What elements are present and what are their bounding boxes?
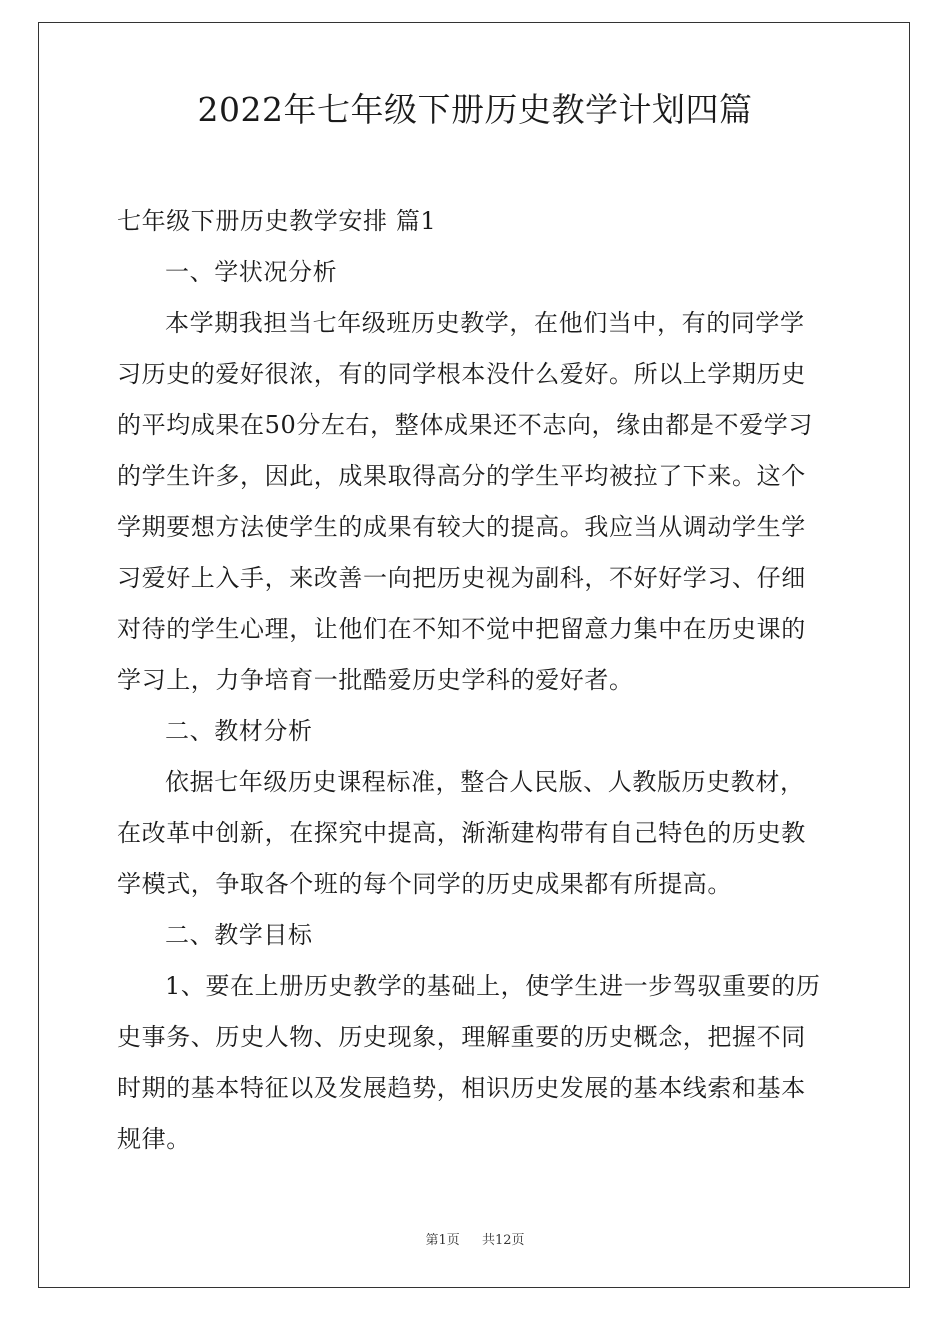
paragraph-line: 的学生许多，因此，成果取得高分的学生平均被拉了下来。这个 — [117, 462, 806, 490]
paragraph-line: 的平均成果在50分左右，整体成果还不志向，缘由都是不爱学习 — [117, 411, 813, 439]
paragraph-line: 1、要在上册历史教学的基础上，使学生进一步驾驭重要的历 — [165, 972, 821, 1000]
paragraph-line: 史事务、历史人物、历史现象，理解重要的历史概念，把握不同 — [117, 1023, 806, 1051]
subheading: 二、教学目标 — [165, 921, 313, 949]
paragraph-line: 习爱好上入手，来改善一向把历史视为副科，不好好学习、仔细 — [117, 564, 806, 592]
document-title: 2022年七年级下册历史教学计划四篇 — [197, 90, 753, 129]
paragraph-line: 习历史的爱好很浓，有的同学根本没什么爱好。所以上学期历史 — [117, 360, 806, 388]
paragraph-line: 本学期我担当七年级班历史教学，在他们当中，有的同学学 — [165, 309, 805, 337]
subheading: 二、教材分析 — [165, 717, 313, 745]
paragraph-line: 学期要想方法使学生的成果有较大的提高。我应当从调动学生学 — [117, 513, 806, 541]
paragraph-line: 规律。 — [117, 1125, 191, 1153]
paragraph-line: 依据七年级历史课程标准，整合人民版、人教版历史教材， — [165, 768, 805, 796]
subheading: 一、学状况分析 — [165, 258, 338, 286]
paragraph-line: 学模式，争取各个班的每个同学的历史成果都有所提高。 — [117, 870, 732, 898]
section-heading: 七年级下册历史教学安排 篇1 — [117, 207, 437, 235]
paragraph-line: 对待的学生心理，让他们在不知不觉中把留意力集中在历史课的 — [117, 615, 806, 643]
page-number-current: 第1页 — [425, 1233, 460, 1248]
page-footer — [0, 1232, 950, 1250]
document-body — [117, 196, 837, 1165]
paragraph-line: 在改革中创新，在探究中提高，渐渐建构带有自己特色的历史教 — [117, 819, 806, 847]
paragraph-line: 时期的基本特征以及发展趋势，相识历史发展的基本线索和基本 — [117, 1074, 806, 1102]
page-number-total: 共12页 — [482, 1233, 525, 1248]
paragraph-line: 学习上，力争培育一批酷爱历史学科的爱好者。 — [117, 666, 634, 694]
